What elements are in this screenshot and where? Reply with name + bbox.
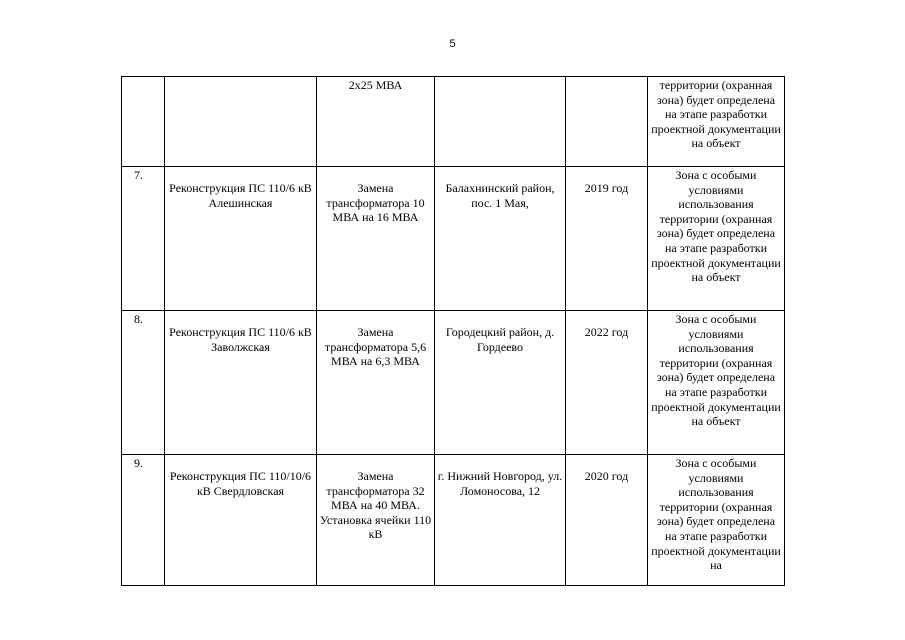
row-number-cell (122, 77, 165, 167)
table-row (122, 167, 785, 311)
parameters-cell: Замена трансформатора 10 МВА на 16 МВА (317, 167, 435, 311)
object-name-cell: Реконструкция ПС 110/6 кВ Алешинская (165, 167, 317, 311)
row-number-cell: 7. (122, 167, 165, 311)
year-cell: 2022 год (566, 311, 648, 455)
object-name-cell (165, 77, 317, 167)
parameters-cell: Замена трансформатора 32 МВА на 40 МВА. Установка ячейки 110 кВ (317, 455, 435, 586)
table-row (122, 455, 785, 586)
location-cell: Городецкий район, д. Гордеево (435, 311, 566, 455)
table-row (122, 311, 785, 455)
row-number-cell: 9. (122, 455, 165, 586)
year-cell: 2020 год (566, 455, 648, 586)
location-cell: г. Нижний Новгород, ул. Ломоносова, 12 (435, 455, 566, 586)
row-number-cell: 8. (122, 311, 165, 455)
zone-cell: Зона с особыми условиями использования территории (охранная зона) будет определена на этапе разработки проектной документации на объект (648, 167, 785, 311)
zone-cell: Зона с особыми условиями использования территории (охранная зона) будет определена на этапе разработки проектной документации на объект (648, 311, 785, 455)
object-name-cell: Реконструкция ПС 110/6 кВ Заволжская (165, 311, 317, 455)
zone-cell: Зона с особыми условиями использования территории (охранная зона) будет определена на этапе разработки проектной документации на (648, 455, 785, 586)
parameters-cell: Замена трансформатора 5,6 МВА на 6,3 МВА (317, 311, 435, 455)
page-number: 5 (449, 38, 456, 50)
table-row (122, 77, 785, 167)
object-name-cell: Реконструкция ПС 110/10/6 кВ Свердловская (165, 455, 317, 586)
parameters-cell: 2х25 МВА (317, 77, 435, 167)
year-cell (566, 77, 648, 167)
zone-cell: территории (охранная зона) будет определена на этапе разработки проектной документации на объект (648, 77, 785, 167)
location-cell (435, 77, 566, 167)
location-cell: Балахнинский район, пос. 1 Мая, (435, 167, 566, 311)
objects-table (121, 76, 785, 586)
year-cell: 2019 год (566, 167, 648, 311)
